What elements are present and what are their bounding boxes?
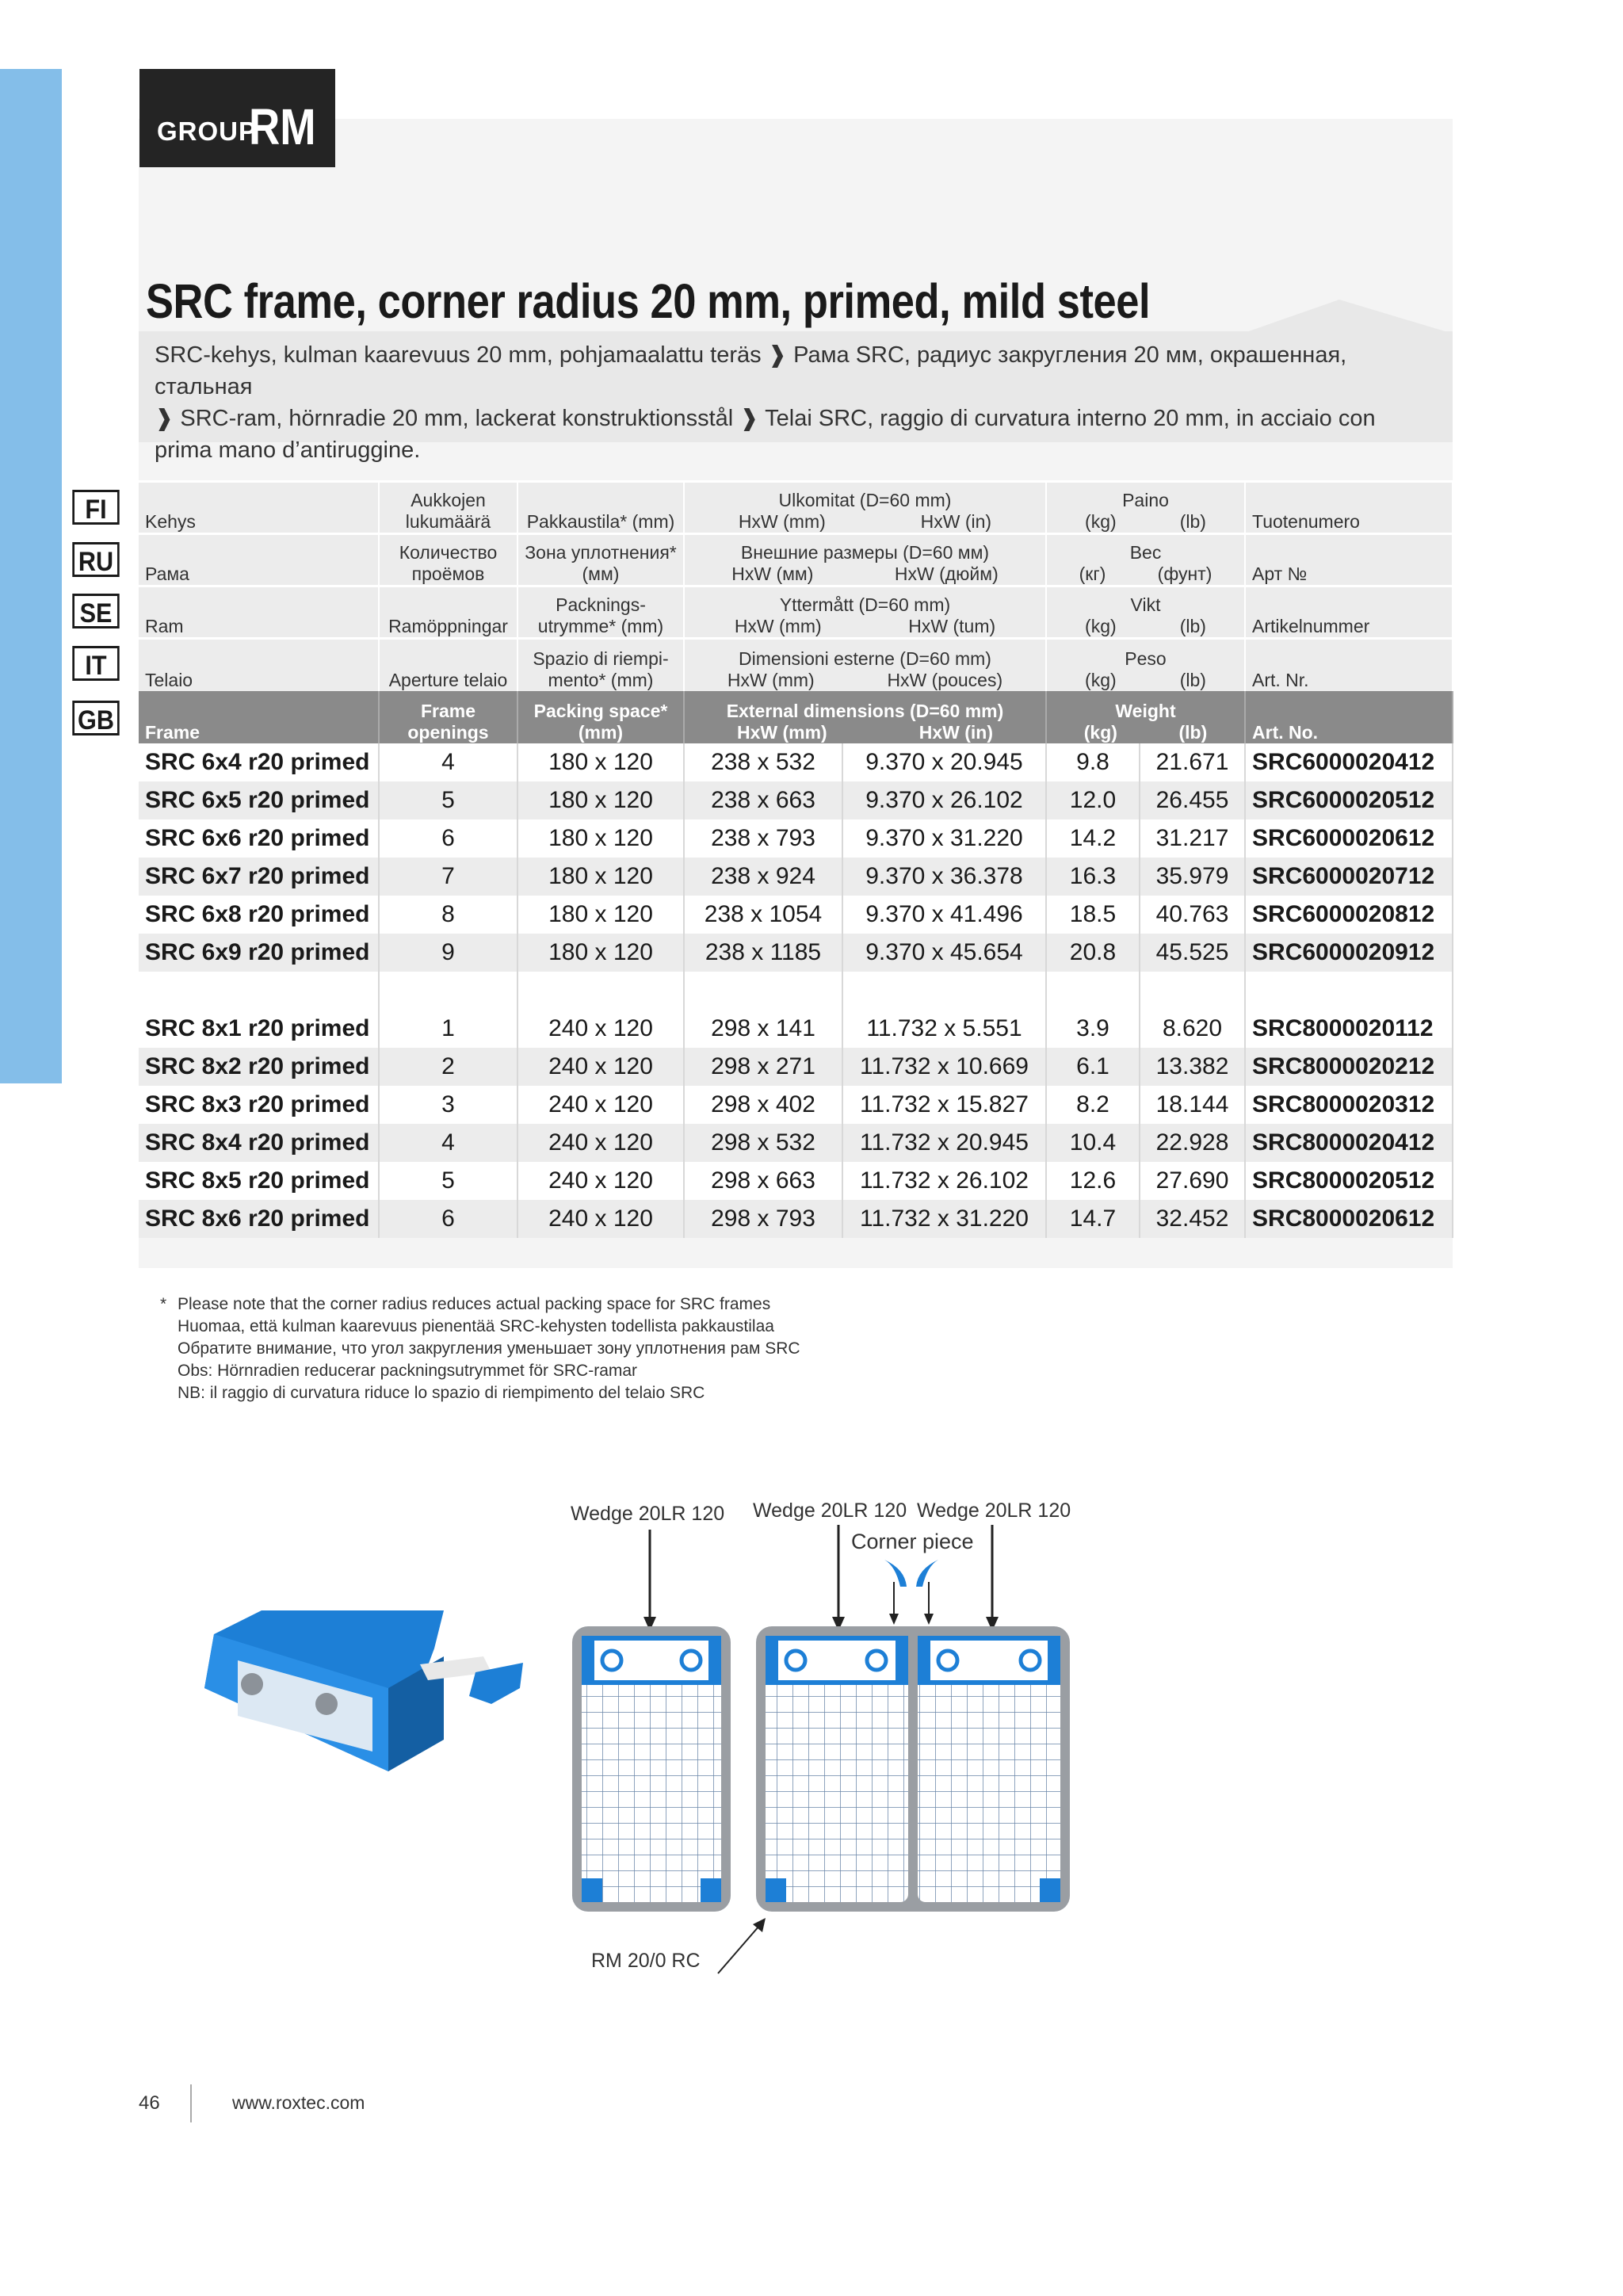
- cell-openings: 9: [379, 934, 517, 972]
- header-ext-in: HxW (in): [918, 721, 993, 743]
- header-lb: (lb): [1179, 669, 1206, 690]
- cell-weight-lb: 27.690: [1140, 1162, 1245, 1200]
- cell-packing: 180 x 120: [517, 781, 684, 819]
- header-ext-mm: HxW (mm): [734, 616, 822, 636]
- header-lb: (lb): [1178, 721, 1208, 743]
- cell-dim-in: 9.370 x 26.102: [842, 781, 1046, 819]
- header-external-title: Ulkomitat (D=60 mm): [778, 490, 952, 510]
- footnote-line: Obs: Hörnradien reducerar packningsutrymmet för SRC-ramar: [178, 1362, 638, 1380]
- cell-weight-kg: 20.8: [1046, 934, 1140, 972]
- cell-openings: 2: [379, 1048, 517, 1086]
- cell-dim-in: 11.732 x 10.669: [842, 1048, 1046, 1086]
- cell-weight-lb: 32.452: [1140, 1200, 1245, 1238]
- cell-openings: 1: [379, 1010, 517, 1048]
- cell-dim-in: 9.370 x 31.220: [842, 819, 1046, 858]
- cell-weight-kg: 12.0: [1046, 781, 1140, 819]
- header-frame: Frame: [139, 691, 379, 743]
- header-weight-title: Paino: [1122, 490, 1169, 510]
- header-ext-in: HxW (tum): [908, 616, 996, 636]
- subtitle-ru: Рама SRC, радиус закругления 20 мм, окрашенная, стальная: [155, 342, 1347, 399]
- cell-dim-mm: 298 x 141: [684, 1010, 842, 1048]
- cell-dim-mm: 298 x 402: [684, 1086, 842, 1124]
- cell-packing: 180 x 120: [517, 819, 684, 858]
- header-kg: (kg): [1085, 669, 1117, 690]
- cell-frame-name: SRC 8x5 r20 primed: [139, 1162, 379, 1200]
- cell-weight-kg: 6.1: [1046, 1048, 1140, 1086]
- cell-weight-kg: 10.4: [1046, 1124, 1140, 1162]
- cell-dim-mm: 298 x 532: [684, 1124, 842, 1162]
- cell-art-no: SRC6000020912: [1245, 934, 1453, 972]
- cell-frame-name: SRC 6x5 r20 primed: [139, 781, 379, 819]
- cell-packing: 180 x 120: [517, 858, 684, 896]
- cell-dim-mm: 298 x 271: [684, 1048, 842, 1086]
- cell-frame-name: SRC 6x7 r20 primed: [139, 858, 379, 896]
- header-frame: Рама: [139, 534, 379, 586]
- page-number: 46: [139, 2092, 160, 2114]
- footer-divider: [190, 2084, 192, 2122]
- cell-frame-name: SRC 6x8 r20 primed: [139, 896, 379, 934]
- cell-art-no: SRC8000020212: [1245, 1048, 1453, 1086]
- header-frame: Telaio: [139, 639, 379, 691]
- cell-frame-name: SRC 8x4 r20 primed: [139, 1124, 379, 1162]
- header-kg: (kg): [1085, 616, 1117, 636]
- cell-art-no: SRC8000020512: [1245, 1162, 1453, 1200]
- cell-dim-mm: 238 x 663: [684, 781, 842, 819]
- frame-1: [572, 1626, 731, 1912]
- cell-weight-kg: 16.3: [1046, 858, 1140, 896]
- header-ext-mm: HxW (mm): [727, 669, 815, 690]
- footnote-line: Обратите внимание, что угол закругления уменьшает зону уплотнения рам SRC: [178, 1339, 800, 1358]
- header-openings: Aukkojen lukumäärä: [379, 482, 517, 534]
- header-lb: (lb): [1179, 616, 1206, 636]
- separator-icon: ❱: [739, 406, 759, 431]
- cell-openings: 5: [379, 1162, 517, 1200]
- cell-art-no: SRC8000020412: [1245, 1124, 1453, 1162]
- cell-art-no: SRC6000020412: [1245, 743, 1453, 781]
- label-wedge-3: Wedge 20LR 120: [917, 1499, 1071, 1522]
- cell-dim-mm: 238 x 532: [684, 743, 842, 781]
- header-weight-title: Vikt: [1130, 594, 1161, 615]
- cell-art-no: SRC8000020112: [1245, 1010, 1453, 1048]
- header-openings: Количество проёмов: [379, 534, 517, 586]
- header-ext-in: HxW (дюйм): [894, 563, 999, 584]
- cell-dim-mm: 238 x 793: [684, 819, 842, 858]
- cell-weight-kg: 18.5: [1046, 896, 1140, 934]
- cell-art-no: SRC8000020612: [1245, 1200, 1453, 1238]
- header-external-title: Dimensioni esterne (D=60 mm): [739, 648, 991, 669]
- cell-dim-in: 11.732 x 26.102: [842, 1162, 1046, 1200]
- wedge-illustration: [204, 1610, 523, 1771]
- cell-openings: 8: [379, 896, 517, 934]
- header-packing: Зона уплотнения* (мм): [517, 534, 684, 586]
- cell-frame-name: SRC 8x1 r20 primed: [139, 1010, 379, 1048]
- cell-art-no: SRC6000020612: [1245, 819, 1453, 858]
- cell-packing: 180 x 120: [517, 743, 684, 781]
- cell-packing: 240 x 120: [517, 1162, 684, 1200]
- cell-art-no: SRC6000020812: [1245, 896, 1453, 934]
- cell-weight-kg: 3.9: [1046, 1010, 1140, 1048]
- header-packing: Packing space* (mm): [517, 691, 684, 743]
- cell-dim-in: 9.370 x 20.945: [842, 743, 1046, 781]
- lang-badge-it: IT: [72, 646, 119, 681]
- cell-dim-in: 9.370 x 36.378: [842, 858, 1046, 896]
- cell-frame-name: SRC 6x6 r20 primed: [139, 819, 379, 858]
- cell-packing: 240 x 120: [517, 1010, 684, 1048]
- header-kg: (kg): [1085, 511, 1117, 532]
- cell-dim-mm: 298 x 793: [684, 1200, 842, 1238]
- separator-icon: ❱: [155, 406, 174, 431]
- header-art: Арт №: [1245, 534, 1453, 586]
- header-weight-title: Weight: [1115, 700, 1176, 721]
- header-kg: (kg): [1083, 721, 1117, 743]
- cell-dim-in: 9.370 x 41.496: [842, 896, 1046, 934]
- cell-weight-lb: 31.217: [1140, 819, 1245, 858]
- header-lb: (lb): [1179, 511, 1206, 532]
- lang-badge-gb: GB: [72, 701, 119, 735]
- header-packing: Packnings- utrymme* (mm): [517, 586, 684, 639]
- cell-dim-in: 11.732 x 15.827: [842, 1086, 1046, 1124]
- header-external-title: Yttermått (D=60 mm): [779, 594, 951, 615]
- cell-openings: 6: [379, 1200, 517, 1238]
- cell-weight-lb: 22.928: [1140, 1124, 1245, 1162]
- footnote-line: Please note that the corner radius reduces actual packing space for SRC frames: [178, 1295, 771, 1313]
- cell-dim-mm: 238 x 1185: [684, 934, 842, 972]
- cell-openings: 5: [379, 781, 517, 819]
- cell-frame-name: SRC 8x3 r20 primed: [139, 1086, 379, 1124]
- header-ext-mm: HxW (мм): [731, 563, 814, 584]
- cell-openings: 6: [379, 819, 517, 858]
- cell-weight-lb: 35.979: [1140, 858, 1245, 896]
- label-rm: RM 20/0 RC: [591, 1950, 701, 1972]
- cell-weight-kg: 8.2: [1046, 1086, 1140, 1124]
- cell-weight-lb: 40.763: [1140, 896, 1245, 934]
- header-art: Artikelnummer: [1245, 586, 1453, 639]
- header-ext-in: HxW (in): [920, 511, 992, 532]
- cell-frame-name: SRC 6x4 r20 primed: [139, 743, 379, 781]
- cell-packing: 240 x 120: [517, 1048, 684, 1086]
- footnote-star: *: [160, 1295, 167, 1313]
- cell-openings: 4: [379, 1124, 517, 1162]
- frame-2: [756, 1626, 1070, 1912]
- cell-dim-mm: 238 x 1054: [684, 896, 842, 934]
- subtitle-se: SRC-ram, hörnradie 20 mm, lackerat konstruktionsstål: [180, 406, 734, 431]
- header-packing: Pakkaustila* (mm): [517, 482, 684, 534]
- subtitle-it: Telai SRC, raggio di curvatura interno 20 mm, in acciaio con prima mano d’antiruggine.: [155, 406, 1376, 463]
- cell-packing: 240 x 120: [517, 1124, 684, 1162]
- cell-weight-lb: 18.144: [1140, 1086, 1245, 1124]
- footnote-line: Huomaa, että kulman kaarevuus pienentää SRC-kehysten todellista pakkaustilaa: [178, 1317, 774, 1335]
- cell-packing: 240 x 120: [517, 1200, 684, 1238]
- header-packing: Spazio di riempi- mento* (mm): [517, 639, 684, 691]
- corner-piece-icon: [916, 1560, 938, 1587]
- header-external-title: External dimensions (D=60 mm): [726, 700, 1004, 721]
- cell-packing: 180 x 120: [517, 896, 684, 934]
- cell-weight-lb: 26.455: [1140, 781, 1245, 819]
- header-art: Tuotenumero: [1245, 482, 1453, 534]
- cell-weight-lb: 21.671: [1140, 743, 1245, 781]
- header-ext-mm: HxW (mm): [737, 721, 827, 743]
- cell-dim-in: 9.370 x 45.654: [842, 934, 1046, 972]
- header-external-title: Внешние размеры (D=60 мм): [740, 542, 990, 563]
- cell-art-no: SRC6000020512: [1245, 781, 1453, 819]
- header-art: Art. No.: [1245, 691, 1453, 743]
- label-corner-piece: Corner piece: [851, 1530, 974, 1553]
- label-wedge-1: Wedge 20LR 120: [571, 1503, 725, 1525]
- header-openings: Frame openings: [379, 691, 517, 743]
- cell-weight-lb: 13.382: [1140, 1048, 1245, 1086]
- cell-weight-kg: 14.7: [1046, 1200, 1140, 1238]
- lang-badge-ru: RU: [72, 542, 119, 577]
- cell-dim-in: 11.732 x 5.551: [842, 1010, 1046, 1048]
- group-code: RM: [249, 98, 316, 155]
- footer-url[interactable]: www.roxtec.com: [232, 2092, 365, 2113]
- cell-openings: 3: [379, 1086, 517, 1124]
- header-kg: (кг): [1079, 563, 1106, 584]
- cell-art-no: SRC8000020312: [1245, 1086, 1453, 1124]
- cell-weight-lb: 45.525: [1140, 934, 1245, 972]
- label-wedge-2: Wedge 20LR 120: [753, 1499, 907, 1522]
- header-art: Art. Nr.: [1245, 639, 1453, 691]
- lang-badge-se: SE: [72, 594, 119, 628]
- cell-dim-in: 11.732 x 20.945: [842, 1124, 1046, 1162]
- cell-art-no: SRC6000020712: [1245, 858, 1453, 896]
- header-frame: Kehys: [139, 482, 379, 534]
- cell-weight-kg: 14.2: [1046, 819, 1140, 858]
- cell-weight-kg: 12.6: [1046, 1162, 1140, 1200]
- cell-dim-in: 11.732 x 31.220: [842, 1200, 1046, 1238]
- header-openings: Aperture telaio: [379, 639, 517, 691]
- header-weight-title: Peso: [1125, 648, 1167, 669]
- footnote-line: NB: il raggio di curvatura riduce lo spazio di riempimento del telaio SRC: [178, 1384, 705, 1402]
- cell-dim-mm: 238 x 924: [684, 858, 842, 896]
- cell-frame-name: SRC 8x2 r20 primed: [139, 1048, 379, 1086]
- cell-openings: 7: [379, 858, 517, 896]
- header-frame: Ram: [139, 586, 379, 639]
- header-lb: (фунт): [1157, 563, 1212, 584]
- header-ext-mm: HxW (mm): [738, 511, 826, 532]
- group-prefix: GROUP: [157, 117, 258, 146]
- header-openings: Ramöppningar: [379, 586, 517, 639]
- header-ext-in: HxW (pouces): [887, 669, 1003, 690]
- header-weight-title: Вес: [1129, 542, 1162, 563]
- cell-openings: 4: [379, 743, 517, 781]
- cell-weight-lb: 8.620: [1140, 1010, 1245, 1048]
- cell-weight-kg: 9.8: [1046, 743, 1140, 781]
- corner-piece-icon: [884, 1560, 907, 1587]
- subtitle-fi: SRC-kehys, kulman kaarevuus 20 mm, pohjamaalattu teräs: [155, 342, 762, 368]
- arrow-rm: [718, 1926, 759, 1973]
- cell-packing: 240 x 120: [517, 1086, 684, 1124]
- separator-icon: ❱: [767, 342, 787, 368]
- cell-frame-name: SRC 6x9 r20 primed: [139, 934, 379, 972]
- lang-badge-fi: FI: [72, 490, 119, 525]
- page-title: SRC frame, corner radius 20 mm, primed, mild steel: [146, 274, 1151, 328]
- cell-frame-name: SRC 8x6 r20 primed: [139, 1200, 379, 1238]
- cell-dim-mm: 298 x 663: [684, 1162, 842, 1200]
- cell-packing: 180 x 120: [517, 934, 684, 972]
